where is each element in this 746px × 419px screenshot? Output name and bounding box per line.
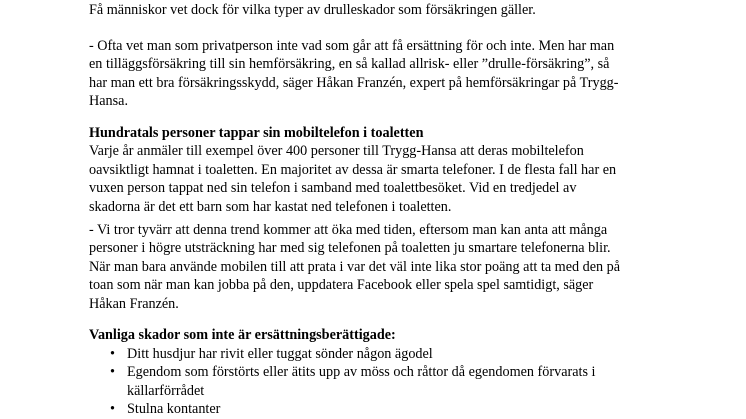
section-2-heading: Vanliga skador som inte är ersättningsberättigade: bbox=[89, 327, 396, 343]
list-item bbox=[89, 400, 595, 418]
bullet-icon: • bbox=[110, 364, 115, 381]
quote2-line-1: - Vi tror tyvärr att denna trend kommer att öka med tiden, eftersom man kan anta att många bbox=[89, 222, 608, 238]
list-item-line: källarförrådet bbox=[127, 382, 205, 399]
section1-line-2: oavsiktligt hamnat i toaletten. En majoritet av dessa är smarta telefoner. I de flesta fall har en bbox=[89, 161, 617, 178]
section1-line-1: Varje år anmäler till exempel över 400 personer till Trygg-Hansa att deras mobiltelefon bbox=[89, 143, 584, 160]
section1-line-3: vuxen person tappat ned sin telefon i samband med toalettbesöket. Vid en tredjedel av bbox=[89, 180, 577, 197]
quote2-line-2: personer i högre utsträckning har med sig telefonen på toaletten ju smartare telefonerna blir. bbox=[89, 240, 611, 257]
intro-paragraph bbox=[89, 1, 536, 19]
quote1-line-4: Hansa. bbox=[89, 93, 129, 110]
quote2-line-4: toan som när man kan jobba på den, uppdatera Facebook eller spela spel samtidigt, säger bbox=[89, 277, 594, 294]
quote-paragraph-1 bbox=[89, 37, 619, 111]
quote1-line-1: - Ofta vet man som privatperson inte vad som går att få ersättning för och inte. Men har man bbox=[89, 38, 615, 54]
quote2-line-5: Håkan Franzén. bbox=[89, 295, 179, 312]
list-item-line: Ditt husdjur har rivit eller tuggat sönder någon ägodel bbox=[127, 346, 433, 362]
quote-paragraph-2 bbox=[89, 221, 620, 313]
intro-line: Få människor vet dock för vilka typer av drulleskador som försäkringen gäller. bbox=[89, 2, 536, 18]
section1-line-4: skadorna är det ett barn som har kastat ned telefonen i toaletten. bbox=[89, 198, 452, 215]
list-item-line: Egendom som förstörts eller ätits upp av möss och råttor då egendomen förvarats i bbox=[127, 364, 596, 381]
quote1-line-3: har man ett bra försäkringsskydd, säger Håkan Franzén, expert på hemförsäkringar på Trygg- bbox=[89, 74, 619, 91]
list-item bbox=[89, 345, 595, 363]
section-1-heading: Hundratals personer tappar sin mobiltelefon i toaletten bbox=[89, 125, 424, 141]
non-covered-damages-list bbox=[89, 345, 595, 419]
quote1-line-2: en tilläggsförsäkring till sin hemförsäkring, en så kallad allrisk- eller ”drulle-försäkring”, så bbox=[89, 56, 610, 73]
list-item-line: Stulna kontanter bbox=[127, 401, 221, 418]
section-1 bbox=[89, 124, 616, 216]
section-2 bbox=[89, 326, 396, 344]
list-item bbox=[89, 363, 595, 400]
quote2-line-3: När man bara använde mobilen till att prata i var det väl inte lika stor poäng att ta med den på bbox=[89, 258, 621, 275]
bullet-icon: • bbox=[110, 401, 115, 418]
bullet-icon: • bbox=[110, 346, 115, 362]
